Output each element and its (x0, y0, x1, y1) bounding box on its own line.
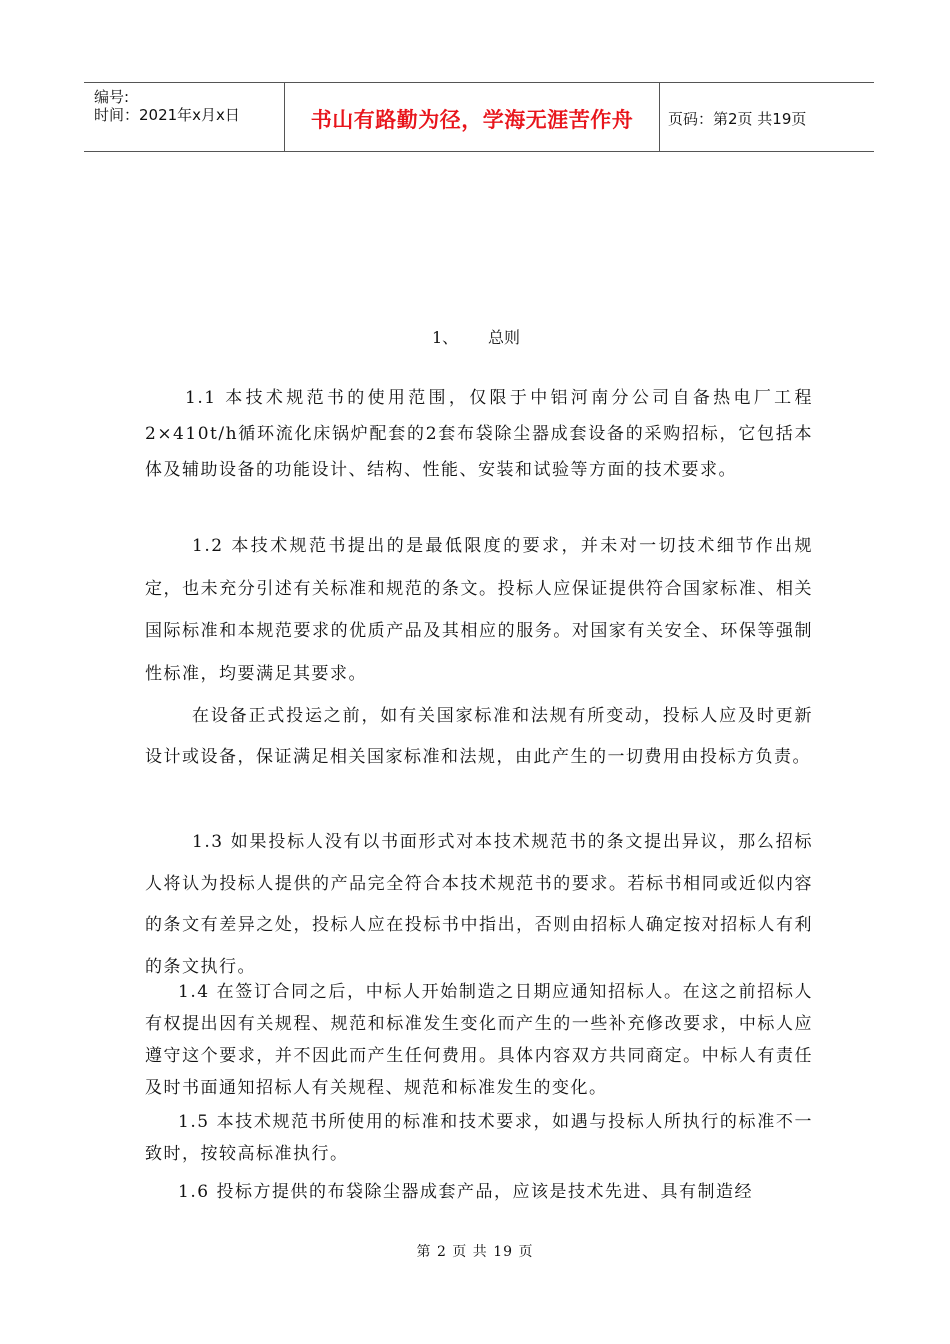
section-title: 总则 (488, 328, 521, 347)
paragraph-text: 1.5 本技术规范书所使用的标准和技术要求，如遇与投标人所执行的标准不一致时，按较高标准执行。 (145, 1112, 813, 1164)
paragraph-1-3 (145, 822, 813, 988)
paragraph-text: 1.3 如果投标人没有以书面形式对本技术规范书的条文提出异议，那么招标人将认为投标人提供的产品完全符合本技术规范书的要求。若标书相同或近似内容的条文有差异之处，投标人应在投标书中指出，否则由招标人确定按对招标人有利的条文执行。 (145, 832, 813, 977)
header-page-label: 页码：第2页 共19页 (668, 110, 807, 128)
paragraph-1-4 (145, 976, 813, 1104)
paragraph-1-2-continued (145, 696, 813, 778)
paragraph-text: 1.4 在签订合同之后，中标人开始制造之日期应通知招标人。在这之前招标人有权提出因有关规程、规范和标准发生变化而产生的一些补充修改要求，中标人应遵守这个要求，并不因此而产生任何费用。具体内容双方共同商定。中标人有责任及时书面通知招标人有关规程、规范和标准发生的变化。 (145, 982, 813, 1098)
document-time-label: 时间：2021年x月x日 (94, 106, 240, 124)
document-number-label: 编号: (94, 88, 130, 106)
paragraph-1-1 (145, 380, 813, 488)
paragraph-1-2 (145, 525, 813, 695)
paragraph-1-6 (145, 1176, 813, 1208)
header-slogan: 书山有路勤为径，学海无涯苦作舟 (310, 108, 634, 132)
header-slogan-cell (284, 83, 660, 151)
paragraph-1-5 (145, 1106, 813, 1170)
section-number: 1、 (432, 328, 459, 347)
header-page-cell (658, 83, 874, 151)
paragraph-text: 1.6 投标方提供的布袋除尘器成套产品，应该是技术先进、具有制造经 (178, 1182, 753, 1202)
page-footer: 第 2 页 共 19 页 (416, 1244, 534, 1260)
paragraph-text: 1.2 本技术规范书提出的是最低限度的要求，并未对一切技术细节作出规定，也未充分引述有关标准和规范的条文。投标人应保证提供符合国家标准、相关国际标准和本规范要求的优质产品及其相应的服务。对国家有关安全、环保等强制性标准，均要满足其要求。 (145, 536, 813, 684)
document-header (84, 82, 874, 152)
paragraph-text: 1.1 本技术规范书的使用范围，仅限于中铝河南分公司自备热电厂工程2×410t/h循环流化床锅炉配套的2套布袋除尘器成套设备的采购招标，它包括本体及辅助设备的功能设计、结构、性能、安装和试验等方面的技术要求。 (145, 388, 813, 480)
paragraph-text: 在设备正式投运之前，如有关国家标准和法规有所变动，投标人应及时更新设计或设备，保证满足相关国家标准和法规，由此产生的一切费用由投标方负责。 (145, 706, 813, 767)
header-info-cell (84, 83, 284, 151)
